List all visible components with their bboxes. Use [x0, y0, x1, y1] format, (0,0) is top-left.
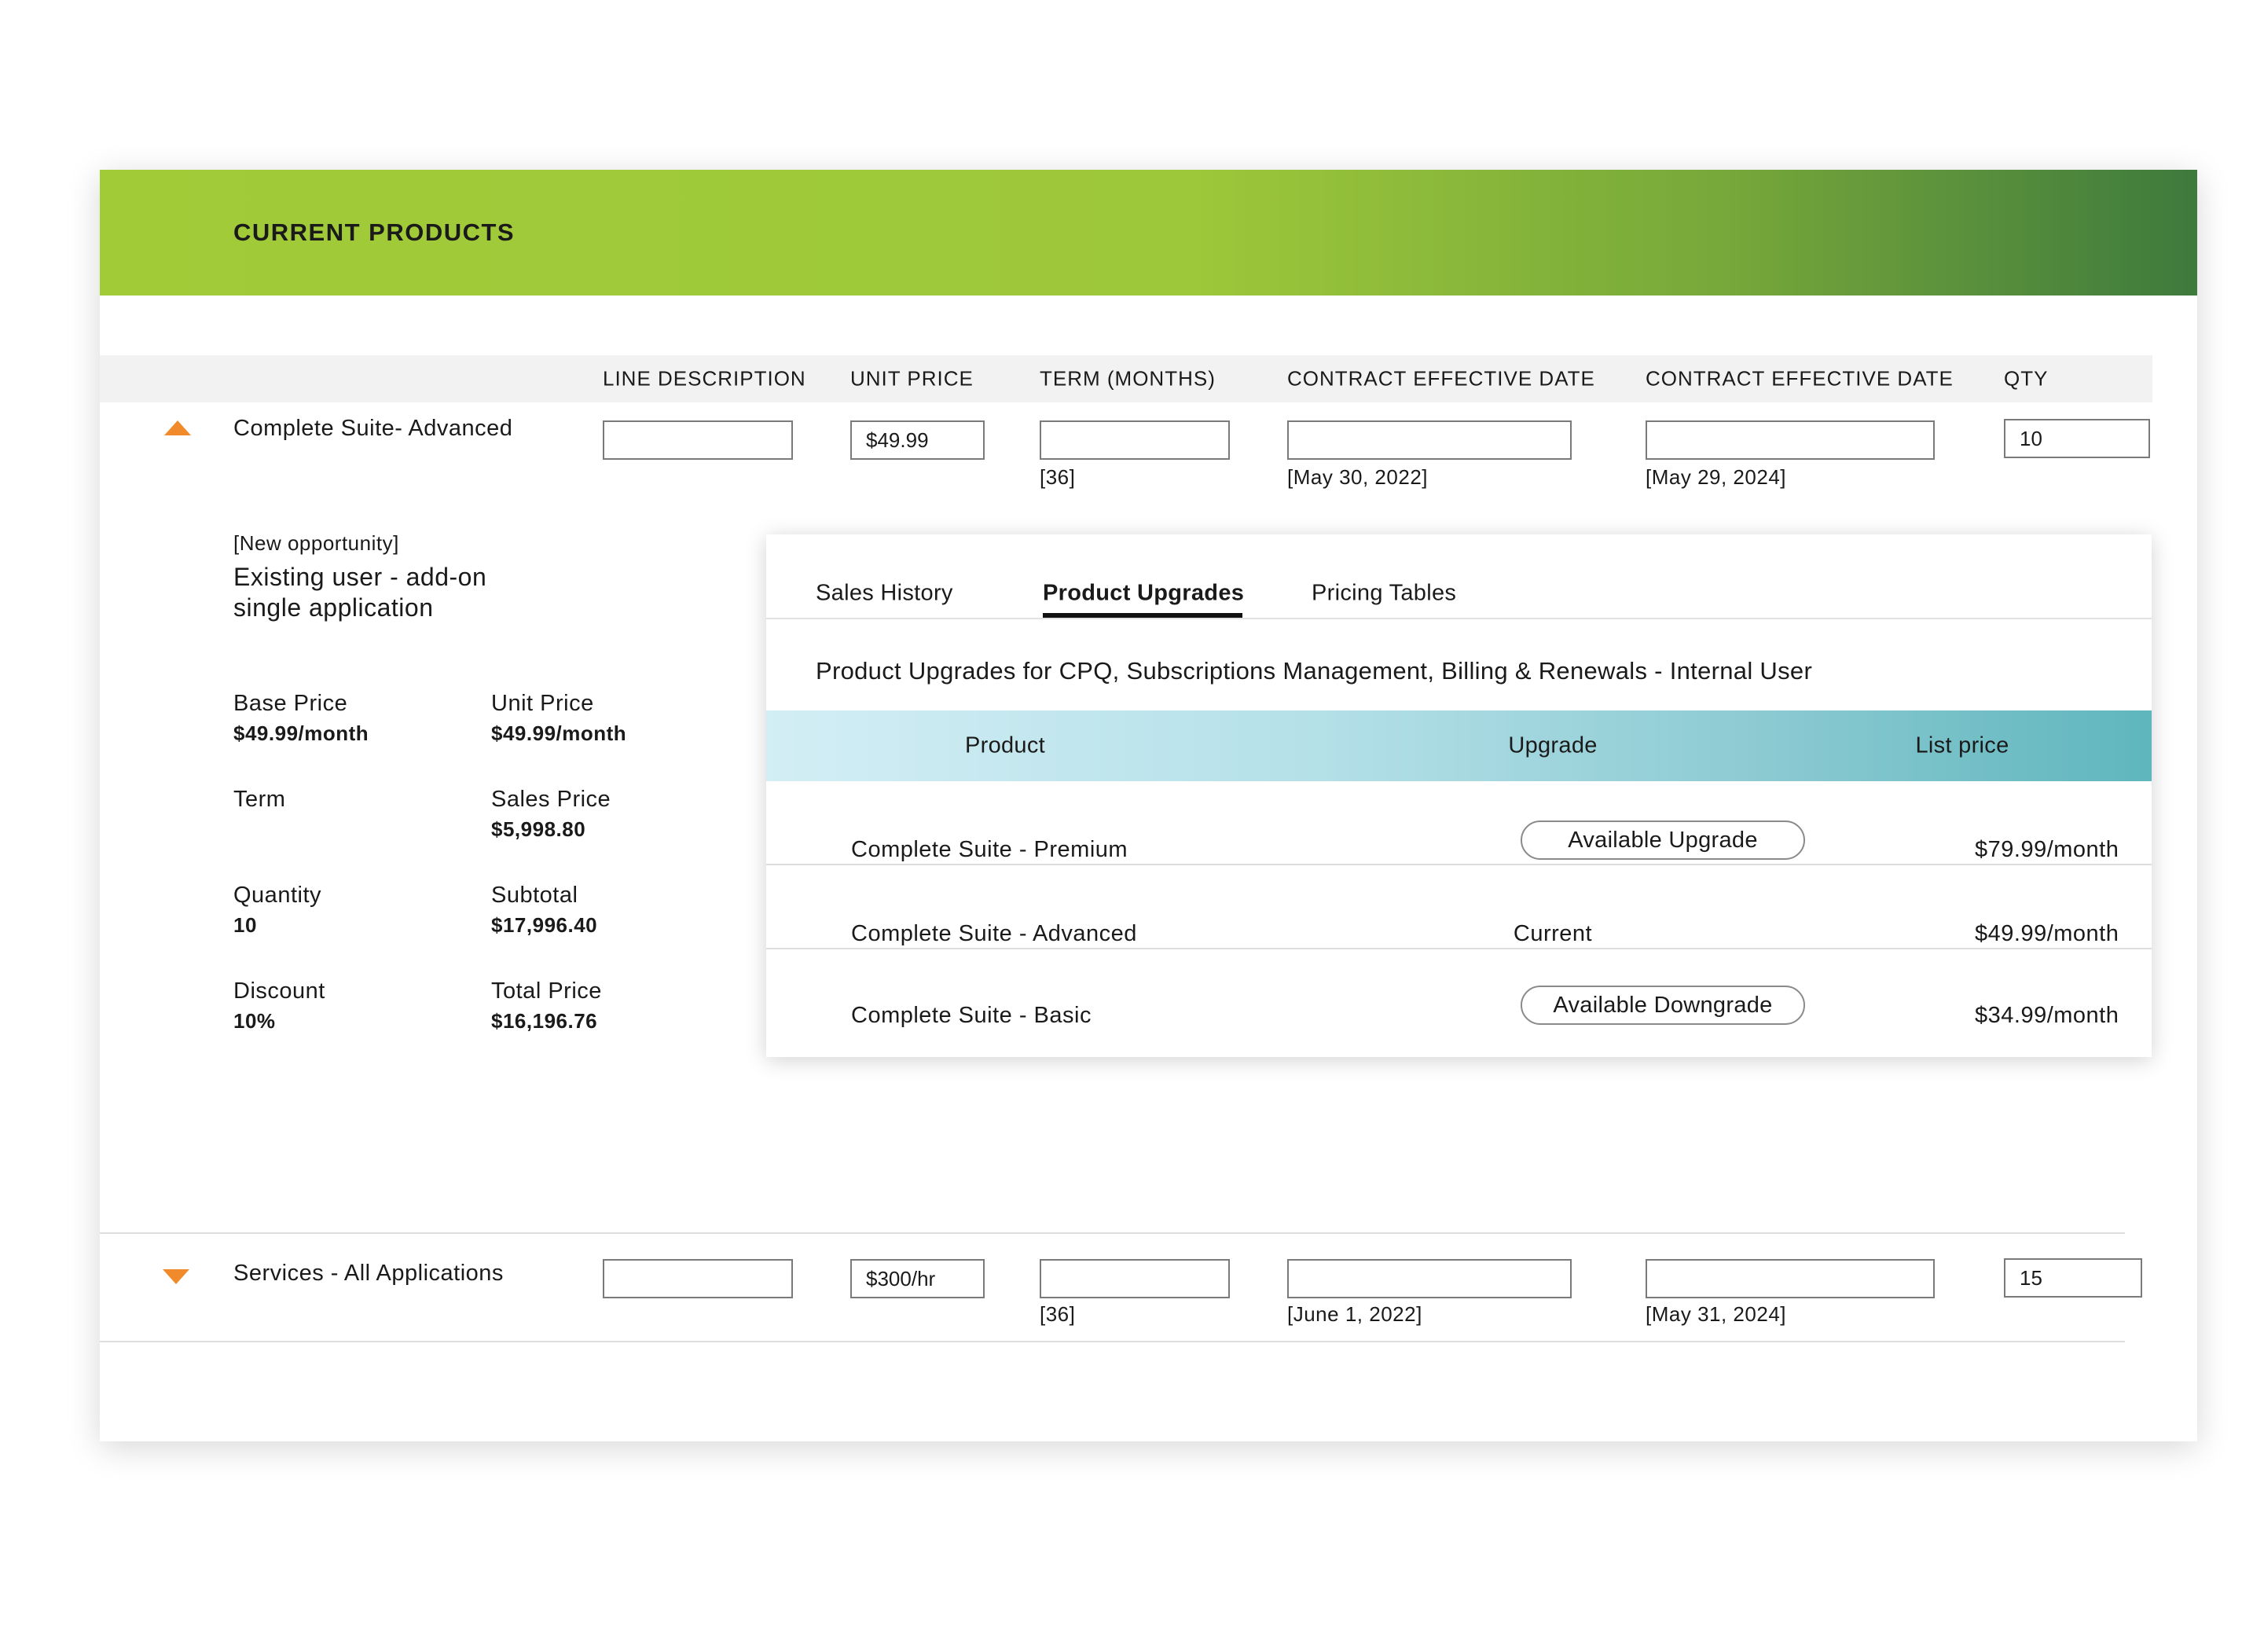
- col-contract-end-date: CONTRACT EFFECTIVE DATE: [1646, 366, 1954, 391]
- line-description-input[interactable]: [603, 420, 793, 460]
- description-line-2: single application: [233, 593, 434, 622]
- available-upgrade-button[interactable]: Available Upgrade: [1521, 820, 1805, 860]
- tab-product-upgrades[interactable]: Product Upgrades: [1043, 580, 1245, 606]
- term-hint: [36]: [1040, 1302, 1076, 1326]
- sales-price-label: Sales Price: [491, 787, 611, 812]
- col-term: TERM (MONTHS): [1040, 366, 1216, 391]
- col-contract-start-date: CONTRACT EFFECTIVE DATE: [1287, 366, 1595, 391]
- end-date-hint: [May 29, 2024]: [1646, 465, 1786, 489]
- th-upgrade: Upgrade: [1508, 732, 1598, 758]
- tab-pricing-tables[interactable]: Pricing Tables: [1312, 580, 1457, 606]
- subtotal-value: $17,996.40: [491, 913, 598, 937]
- th-list-price: List price: [1915, 732, 2009, 758]
- th-product: Product: [964, 732, 1046, 758]
- row-divider: [766, 864, 2152, 865]
- total-price-label: Total Price: [491, 978, 602, 1004]
- tab-sales-history[interactable]: Sales History: [816, 580, 953, 606]
- opportunity-tag: [New opportunity]: [233, 531, 399, 555]
- start-date-input[interactable]: [1287, 420, 1572, 460]
- description-line-1: Existing user - add-on: [233, 563, 487, 591]
- end-date-input[interactable]: [1646, 420, 1935, 460]
- row-divider: [100, 1232, 2125, 1234]
- col-line-description: LINE DESCRIPTION: [603, 366, 806, 391]
- total-price-value: $16,196.76: [491, 1009, 598, 1033]
- qty-input[interactable]: 10: [2004, 419, 2150, 458]
- start-date-hint: [May 30, 2022]: [1287, 465, 1428, 489]
- row-divider: [766, 948, 2152, 949]
- upgrades-table-header: [766, 710, 2152, 781]
- base-price-value: $49.99/month: [233, 721, 369, 745]
- unit-price-value: $49.99/month: [491, 721, 627, 745]
- caret-up-icon[interactable]: [164, 420, 191, 435]
- upgrade-row-product: Complete Suite - Premium: [851, 837, 1128, 862]
- discount-value: 10%: [233, 1009, 276, 1033]
- upgrade-row-price: $49.99/month: [1975, 921, 2119, 946]
- term-input[interactable]: [1040, 1259, 1230, 1298]
- col-unit-price: UNIT PRICE: [850, 366, 974, 391]
- qty-input[interactable]: 15: [2004, 1258, 2142, 1298]
- base-price-label: Base Price: [233, 691, 348, 716]
- caret-down-icon[interactable]: [163, 1269, 189, 1284]
- end-date-input[interactable]: [1646, 1259, 1935, 1298]
- start-date-hint: [June 1, 2022]: [1287, 1302, 1422, 1326]
- row-divider: [100, 1341, 2125, 1342]
- end-date-hint: [May 31, 2024]: [1646, 1302, 1786, 1326]
- section-title: CURRENT PRODUCTS: [233, 218, 516, 246]
- term-hint: [36]: [1040, 465, 1076, 489]
- sales-price-value: $5,998.80: [491, 817, 586, 841]
- term-label: Term: [233, 787, 286, 812]
- panel-heading: Product Upgrades for CPQ, Subscriptions Management, Billing & Renewals - Internal User: [816, 657, 1813, 685]
- discount-label: Discount: [233, 978, 325, 1004]
- unit-price-input[interactable]: $49.99: [850, 420, 985, 460]
- upgrade-row-price: $79.99/month: [1975, 837, 2119, 862]
- upgrade-row-price: $34.99/month: [1975, 1003, 2119, 1028]
- col-qty: QTY: [2004, 366, 2049, 391]
- subtotal-label: Subtotal: [491, 883, 578, 908]
- tab-divider: [766, 618, 2152, 619]
- upgrade-row-product: Complete Suite - Basic: [851, 1003, 1092, 1028]
- current-status: Current: [1513, 921, 1593, 946]
- row-product-name: Services - All Applications: [233, 1261, 504, 1286]
- line-description-input[interactable]: [603, 1259, 793, 1298]
- row-product-name: Complete Suite- Advanced: [233, 416, 513, 441]
- unit-price-input[interactable]: $300/hr: [850, 1259, 985, 1298]
- available-downgrade-button[interactable]: Available Downgrade: [1521, 986, 1805, 1025]
- unit-price-label: Unit Price: [491, 691, 594, 716]
- start-date-input[interactable]: [1287, 1259, 1572, 1298]
- product-upgrades-panel: [766, 534, 2152, 1057]
- quantity-value: 10: [233, 913, 257, 937]
- quantity-label: Quantity: [233, 883, 321, 908]
- upgrade-row-product: Complete Suite - Advanced: [851, 921, 1137, 946]
- section-banner: [100, 170, 2197, 296]
- current-products-card: [100, 170, 2197, 1441]
- term-input[interactable]: [1040, 420, 1230, 460]
